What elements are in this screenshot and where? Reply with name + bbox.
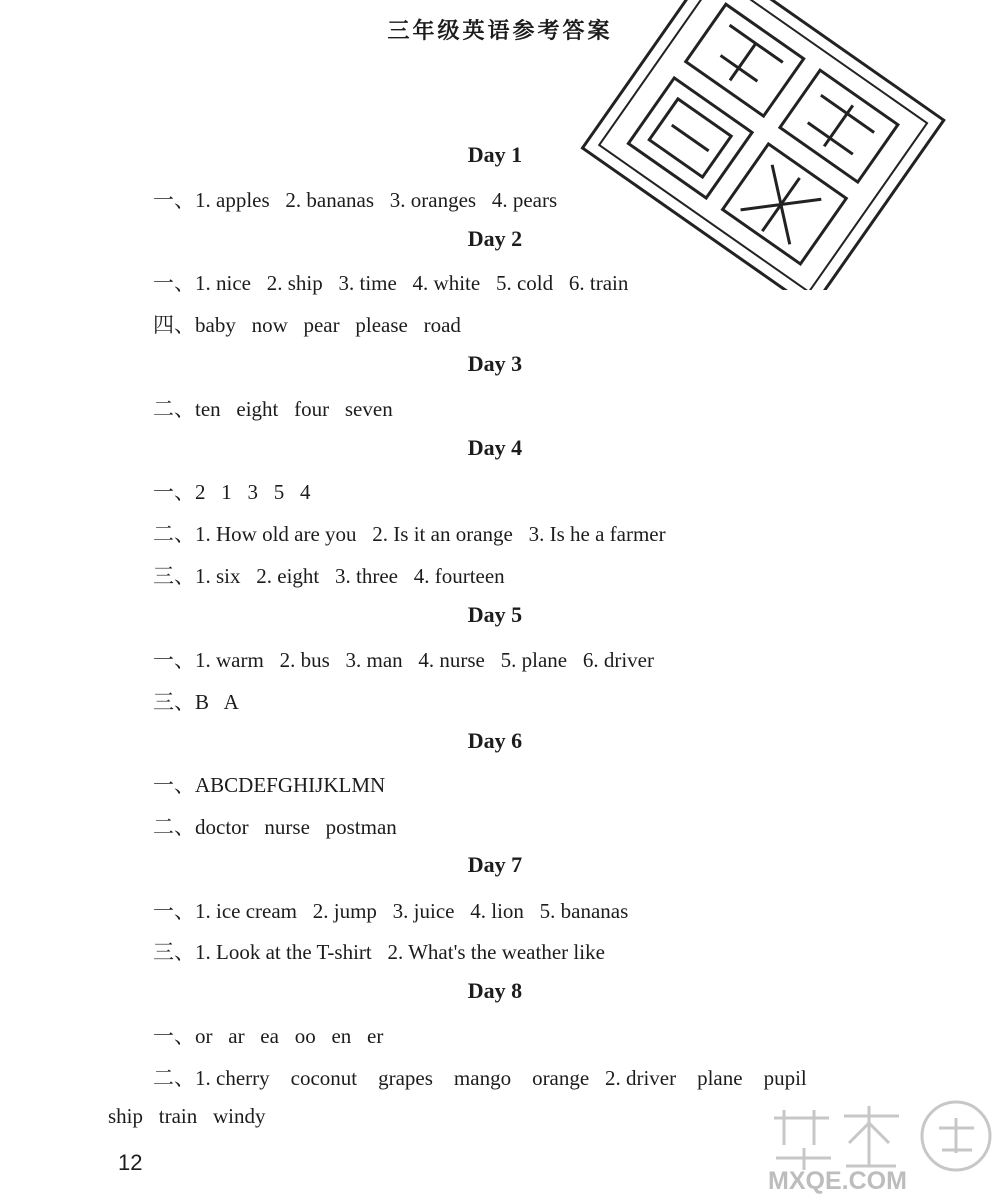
answer-line: 三、B A — [153, 690, 239, 714]
day-heading: Day 4 — [467, 435, 523, 460]
answer-line: 四、baby now pear please road — [153, 313, 461, 337]
answer-line: 二、ten eight four seven — [153, 397, 393, 421]
day-heading: Day 2 — [467, 226, 523, 251]
page-number: 12 — [118, 1150, 143, 1175]
answer-line: 一、1. nice 2. ship 3. time 4. white 5. cold 6. train — [153, 271, 629, 295]
day-heading: Day 6 — [467, 728, 523, 753]
answer-line: 一、or ar ea oo en er — [153, 1024, 384, 1048]
answer-line: 一、2 1 3 5 4 — [153, 480, 311, 504]
answer-line: 三、1. six 2. eight 3. three 4. fourteen — [153, 564, 505, 588]
answer-line: ship train windy — [108, 1104, 266, 1128]
site-watermark — [764, 1088, 1000, 1195]
answer-line: 一、ABCDEFGHIJKLMN — [153, 773, 386, 797]
answer-line: 三、1. Look at the T-shirt 2. What's the weather like — [153, 940, 605, 964]
answer-line: 二、1. How old are you 2. Is it an orange 3. Is he a farmer — [153, 522, 666, 546]
answer-line: 一、1. warm 2. bus 3. man 4. nurse 5. plane 6. driver — [153, 648, 654, 672]
answer-line: 一、1. apples 2. bananas 3. oranges 4. pears — [153, 188, 558, 212]
day-heading: Day 3 — [467, 351, 523, 376]
answer-line: 二、1. cherry coconut grapes mango orange 2. driver plane pupil — [153, 1066, 807, 1090]
day-heading: Day 5 — [467, 602, 523, 627]
answer-line: 一、1. ice cream 2. jump 3. juice 4. lion 5. bananas — [153, 899, 629, 923]
svg-text:MXQE.COM: MXQE.COM — [768, 1167, 907, 1195]
answer-line: 二、doctor nurse postman — [153, 815, 397, 839]
day-heading: Day 7 — [467, 852, 523, 877]
day-heading: Day 1 — [467, 142, 523, 167]
day-heading: Day 8 — [467, 978, 523, 1003]
page-header-title: 三年级英语参考答案 — [387, 18, 613, 44]
